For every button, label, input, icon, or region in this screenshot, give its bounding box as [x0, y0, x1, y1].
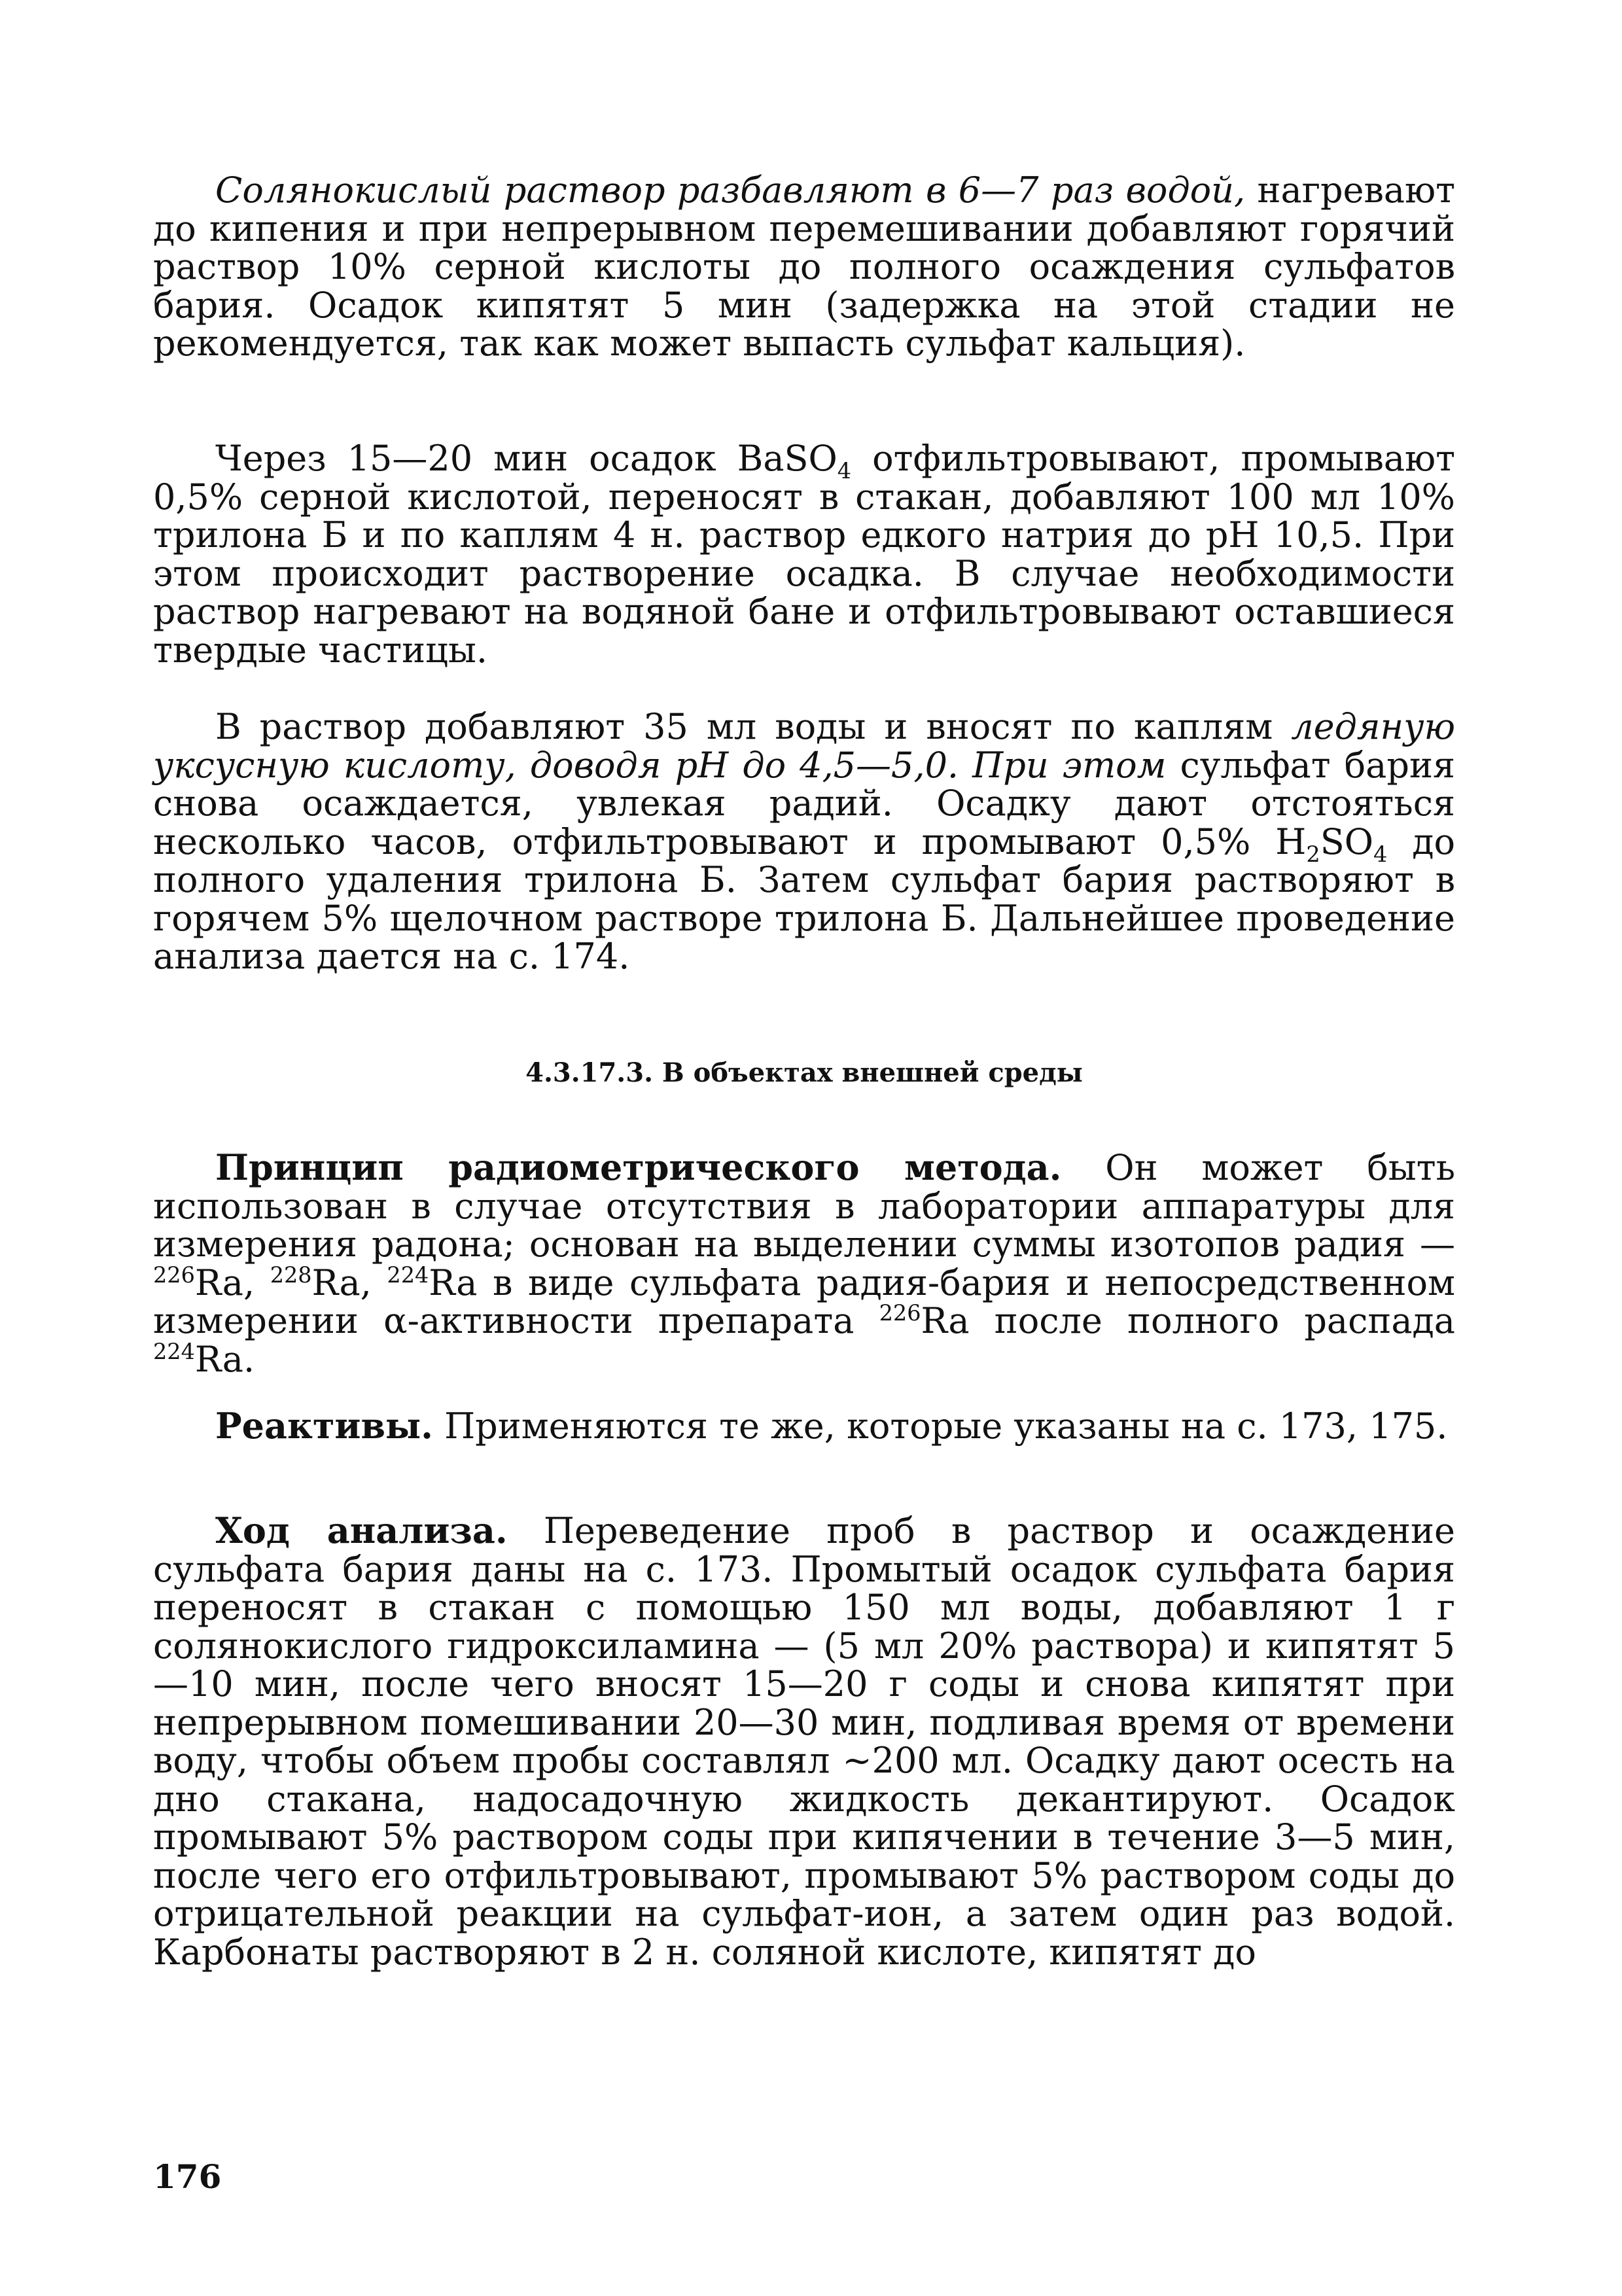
paragraph-reprecipitation-text-b: сульфат бария снова осаждается, увлекая радий. Осадку дают отстояться несколько часов, отфильтровывают и промывают 0,5% H [153, 744, 1455, 862]
paragraph-reagents [153, 1407, 1455, 1446]
paragraph-principle [153, 1148, 1455, 1379]
paragraph-reprecipitation-text-d: до полного удаления трилона Б. Затем сульфат бария растворяют в горячем 5% щелочном растворе трилона Б. Дальнейшее проведение анализа дается на с. 174. [153, 821, 1455, 977]
paragraph-reagents-text: Применяются те же, которые указаны на с. 173, 175. [432, 1405, 1448, 1447]
paragraph-reprecipitation-italic: ледяную уксусную кислоту, доводя pH до 4,5—5,0. При этом [153, 706, 1455, 786]
paragraph-principle-text-d: Ra в виде сульфата радия-бария и непосредственном измерении α-активности препарата [153, 1262, 1456, 1341]
paragraph-principle-text-f: Ra. [194, 1338, 255, 1380]
paragraph-dissolution-text: нагревают до кипения и при непрерывном перемешивании добавляют горячий раствор 10% серной кислоты до полного осаждения сульфатов бария. Осадок кипятят 5 мин (задержка на этой стадии не рекомендуется, так как может выпасть сульфат кальция). [153, 169, 1455, 364]
paragraph-reprecipitation-text-c: SO [1320, 821, 1373, 862]
paragraph-filtration [153, 440, 1455, 669]
procedure-label: Ход анализа. [215, 1510, 508, 1551]
superscript: 226 [879, 1300, 921, 1326]
paragraph-principle-text-a: Он может быть использован в случае отсутствия в лаборатории аппаратуры для измерения радона; основан на выделении суммы изотопов радия — [153, 1147, 1455, 1265]
subscript: 4 [837, 457, 852, 484]
paragraph-principle-text-c: Ra, [311, 1262, 387, 1303]
paragraph-dissolution-italic: Солянокислый раствор разбавляют в 6—7 раз водой, [215, 169, 1246, 211]
section-heading: 4.3.17.3. В объектах внешней среды [525, 1057, 1083, 1088]
paragraph-reprecipitation [153, 708, 1455, 976]
paragraph-filtration-text-a: Через 15—20 мин осадок BaSO [215, 438, 837, 479]
superscript: 224 [153, 1338, 195, 1364]
paragraph-procedure [153, 1511, 1455, 1971]
paragraph-principle-text-e: Ra после полного распада [921, 1300, 1455, 1341]
paragraph-procedure-text: Переведение проб в раствор и осаждение сульфата бария даны на с. 173. Промытый осадок сульфата бария переносят в стакан с помощью 150 мл воды, добавляют 1 г солянокислого гидроксиламина — (5 мл 20% раствора) и кипятят 5—10 мин, после чего вносят 15—20 г соды и снова кипятят при непрерывном помешивании 20—30 мин, подливая время от времени воду, чтобы объем пробы составлял ~200 мл. Осадку дают осесть на дно стакана, надосадочную жидкость декантируют. Осадок промывают 5% раствором соды при кипячении в течение 3—5 мин, после чего его отфильтровывают, промывают 5% раствором соды до отрицательной реакции на сульфат-ион, а затем один раз водой. Карбонаты растворяют в 2 н. соляной кислоте, кипятят до [153, 1510, 1455, 1973]
superscript: 224 [387, 1262, 429, 1288]
subscript: 2 [1306, 841, 1320, 867]
paragraph-dissolution [153, 171, 1455, 363]
paragraph-principle-text-b: Ra, [194, 1262, 270, 1303]
subscript: 4 [1373, 841, 1388, 867]
reagents-label: Реактивы. [215, 1405, 433, 1447]
paragraph-reprecipitation-text-a: В раствор добавляют 35 мл воды и вносят по каплям [215, 706, 1292, 747]
page-number: 176 [153, 2157, 222, 2196]
principle-label: Принцип радиометрического метода. [215, 1146, 1062, 1188]
superscript: 226 [153, 1262, 195, 1288]
superscript: 228 [270, 1262, 312, 1288]
paragraph-filtration-text-b: отфильтровывают, промывают 0,5% серной кислотой, переносят в стакан, добавляют 100 мл 10% трилона Б и по каплям 4 н. раствор едкого натрия до pH 10,5. При этом происходит растворение осадка. В случае необходимости раствор нагревают на водяной бане и отфильтровывают оставшиеся твердые частицы. [153, 438, 1455, 671]
